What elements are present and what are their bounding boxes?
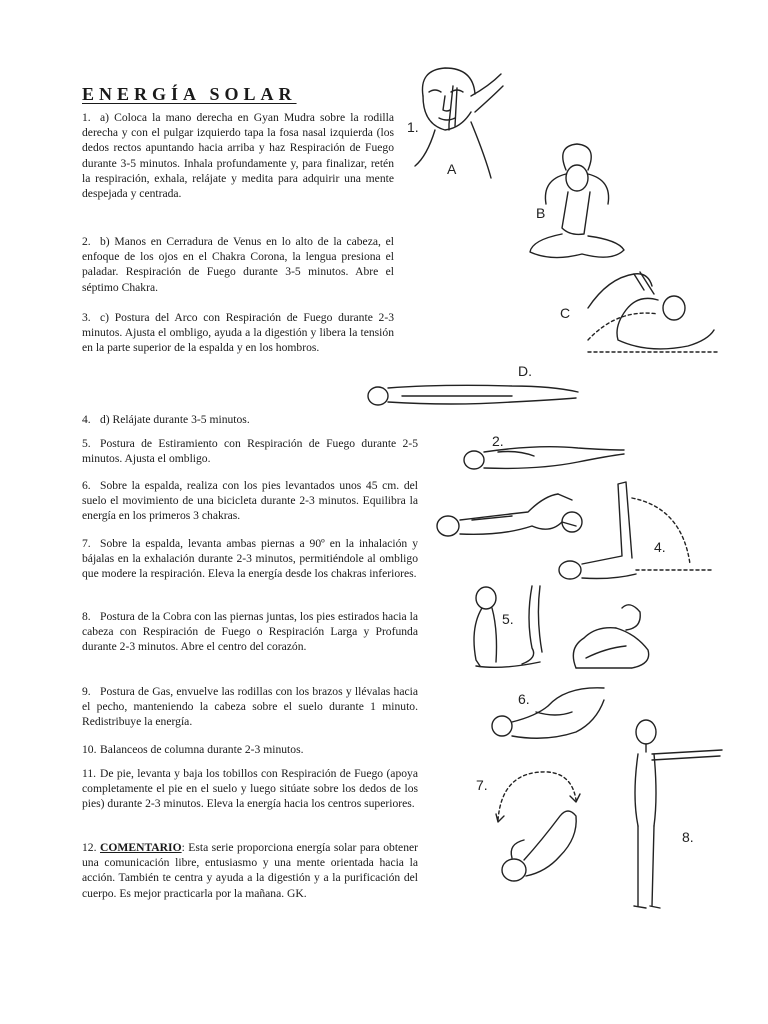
figure-12-number: 8. [682, 829, 694, 845]
item-text: Sobre la espalda, levanta ambas piernas a 90º en la inhalación y bájalas en la exhalación durante 2-3 minutos, permitiéndole al ombligo que modere la respiración. Eleva la energía desde los chakras inferiores. [82, 537, 418, 581]
figure-8-cobra-illustration [462, 578, 558, 672]
item-2 [82, 234, 394, 295]
item-4 [82, 412, 394, 427]
figure-2-seated-hands-on-head-illustration [522, 140, 632, 270]
figure-4-letter: D. [518, 363, 532, 379]
item-text: Balanceos de columna durante 2-3 minutos. [100, 743, 304, 756]
item-number: 3. [82, 311, 91, 324]
item-number: 11. [82, 767, 97, 780]
item-number: 1. [82, 111, 91, 124]
item-number: 4. [82, 413, 91, 426]
figure-1-number: 1. [407, 119, 419, 135]
item-number: 6. [82, 479, 91, 492]
item-8 [82, 609, 418, 655]
figure-11-spinal-rock-illustration [472, 760, 588, 890]
figure-7-legs-raise-illustration [552, 478, 722, 588]
figure-7-number: 4. [654, 539, 666, 555]
item-10 [82, 742, 418, 757]
item-1 [82, 110, 394, 201]
item-12 [82, 840, 418, 901]
item-9 [82, 684, 418, 730]
item-6 [82, 478, 418, 524]
figure-10-number: 6. [518, 691, 530, 707]
figure-9-bow-variant-illustration [566, 598, 658, 674]
item-text: Postura de Estiramiento con Respiración de Fuego durante 2-5 minutos. Ajusta el ombligo. [82, 437, 418, 466]
figure-1-face-illustration [405, 66, 515, 184]
item-number: 8. [82, 610, 91, 623]
item-number: 12. [82, 841, 97, 854]
figure-4-relaxation-illustration [362, 362, 584, 412]
item-number: 10. [82, 743, 97, 756]
figure-10-gas-pose-illustration [486, 682, 612, 746]
item-text: Postura de la Cobra con las piernas juntas, los pies estirados hacia la cabeza con Respiración de Fuego o Respiración Larga y Profunda durante 2-3 minutos. Abre el centro del corazón. [82, 610, 418, 654]
item-7 [82, 536, 418, 582]
item-number: 5. [82, 437, 91, 450]
item-text: b) Manos en Cerradura de Venus en lo alto de la cabeza, el enfoque de los ojos en el Chakra Corona, la lengua presiona el paladar. Respiración de Fuego durante 3-5 minutos. Abre el séptimo Chakra. [82, 235, 394, 294]
item-text: Postura de Gas, envuelve las rodillas con los brazos y llévalas hacia el pecho, manteniendo la cabeza sobre el suelo durante 1 minuto. Redistribuye la energía. [82, 685, 418, 729]
item-number: 2. [82, 235, 91, 248]
item-5 [82, 436, 418, 466]
document-title: ENERGÍA SOLAR [82, 84, 297, 104]
item-text: De pie, levanta y baja los tobillos con Respiración de Fuego (apoya completamente el pie en el suelo y luego sitúate sobre los dedos de los pies) durante 2-3 minutos. Eleva la energía hacia los centros superiores. [82, 767, 418, 811]
item-text: d) Relájate durante 3-5 minutos. [100, 413, 250, 426]
figure-3-letter: C [560, 305, 571, 321]
item-text: : Esta serie proporciona energía solar para obtener una comunicación libre, entusiasmo y una mente orientada hacia la acción. También te centra y ayuda a la digestión y a la purificación del cuerpo. Es mejor practicarla por la mañana. GK. [82, 841, 418, 900]
item-3 [82, 310, 394, 356]
figure-8-number: 5. [502, 611, 514, 627]
figure-5-number: 2. [492, 433, 504, 449]
item-number: 9. [82, 685, 91, 698]
item-text: c) Postura del Arco con Respiración de Fuego durante 2-3 minutos. Ajusta el ombligo, ayuda a la digestión y libera la tensión en la parte superior de la espalda y en los hombros. [82, 311, 394, 355]
item-number: 7. [82, 537, 91, 550]
figure-1-letter: A [447, 161, 457, 177]
item-text: a) Coloca la mano derecha en Gyan Mudra sobre la rodilla derecha y con el pulgar izquierdo tapa la fosa nasal izquierda (los dedos rectos apuntando hacia arriba y haz Respiración de Fuego durante 3-5 minutos. Inhala profundamente y, para finalizar, retén la respiración, exhala, relájate y medita para adquirir una mente despejada y centrada. [82, 111, 394, 201]
figure-5-stretch-pose-illustration [458, 432, 630, 476]
figure-12-standing-illustration [616, 716, 728, 916]
item-text: Sobre la espalda, realiza con los pies levantados unos 45 cm. del suelo el movimiento de una bicicleta durante 2-3 minutos. Equilibra la energía en los primeros 3 chakras. [82, 479, 418, 523]
figure-11-number: 7. [476, 777, 488, 793]
comment-title: COMENTARIO [100, 841, 182, 854]
figure-2-letter: B [536, 205, 546, 221]
figure-3-bow-pose-illustration [548, 268, 723, 360]
item-11 [82, 766, 418, 812]
